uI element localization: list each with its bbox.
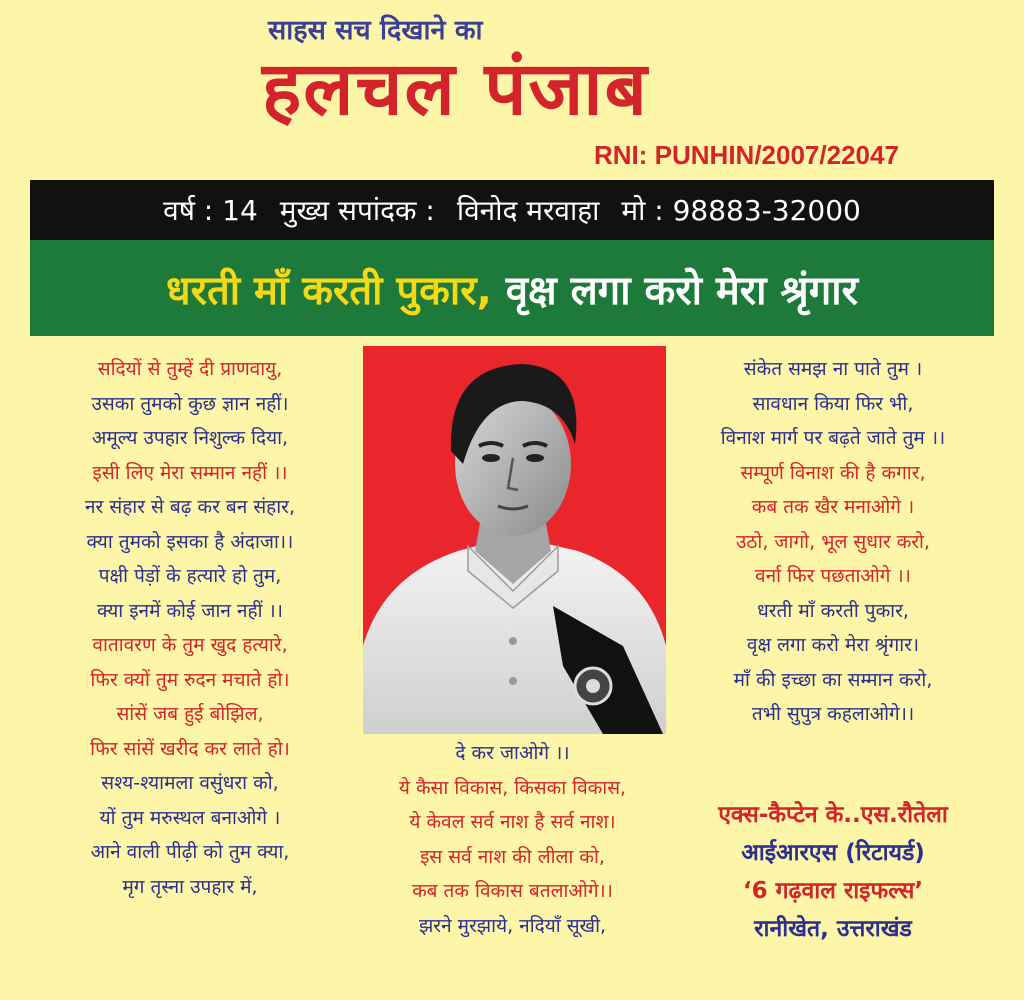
poem-line: दे कर जाओगे ।।: [455, 742, 570, 764]
poem-line: फिर सांसें खरीद कर लाते हो।: [90, 737, 290, 760]
poem-line: ये कैसा विकास, किसका विकास,: [398, 776, 627, 799]
headline-part-1: धरती माँ करती पुकार,: [166, 267, 492, 314]
info-bar: [30, 180, 994, 240]
poem-line: धरती माँ करती पुकार,: [757, 599, 909, 622]
poem-line: सश्य-श्यामला वसुंधरा को,: [101, 772, 279, 794]
headline-banner: [30, 240, 994, 336]
poem-line: तभी सुपुत्र कहलाओगे।।: [751, 703, 915, 725]
headline-part-2: वृक्ष लगा करो मेरा श्रृंगार: [505, 267, 858, 314]
poem-line: उठो, जागो, भूल सुधार करो,: [735, 530, 931, 553]
poem-line: सम्पूर्ण विनाश की है कगार,: [740, 461, 926, 484]
poem-line: क्या इनमें कोई जान नहीं ।।: [97, 599, 283, 622]
poem-line: संकेत समझ ना पाते तुम ।: [743, 358, 923, 380]
poem-line: यों तुम मरुस्थल बनाओगे ।: [99, 806, 281, 829]
poem-line: कब तक विकास बतलाओगे।।: [412, 880, 613, 902]
poem-line: इसी लिए मेरा सम्मान नहीं ।।: [92, 461, 288, 484]
poem-line: वर्ना फिर पछताओगे ।।: [755, 565, 911, 587]
poem-line: झरने मुरझाये, नदियाँ सूखी,: [418, 914, 607, 937]
poem-line: फिर क्यों तुम रुदन मचाते हो।: [90, 668, 290, 691]
poem-line: सांसें जब हुई बोझिल,: [116, 703, 264, 725]
author-rank: आईआरएस (रिटायर्ड): [741, 840, 925, 866]
poem-line: सावधान किया फिर भी,: [752, 392, 914, 415]
portrait-illustration: [363, 346, 666, 734]
poem-line: विनाश मार्ग पर बढ़ते जाते तुम ।।: [720, 427, 946, 449]
phone-number: मो : 98883-32000: [621, 194, 861, 227]
poem-line: सदियों से तुम्हें दी प्राणवायु,: [97, 358, 283, 380]
poem-line: इस सर्व नाश की लीला को,: [420, 845, 605, 868]
editor-label: मुख्य सपांदक :: [279, 194, 435, 227]
poem-line: नर संहार से बढ़ कर बन संहार,: [85, 496, 295, 518]
poem-line: कब तक खैर मनाओगे ।: [751, 496, 915, 518]
masthead-title: हलचल पंजाब: [262, 46, 649, 132]
poem-line: ये केवल सर्व नाश है सर्व नाश।: [409, 811, 616, 833]
author-unit: ‘6 गढ़वाल राइफल्स’: [742, 878, 924, 904]
poem-line: वातावरण के तुम खुद हत्यारे,: [92, 634, 288, 656]
poem-line: क्या तुमको इसका है अंदाजा।।: [86, 530, 294, 553]
poem-column-middle: [350, 736, 675, 943]
author-portrait: [363, 346, 666, 734]
poem-line: वृक्ष लगा करो मेरा श्रृंगार।: [746, 634, 920, 656]
poem-line: पक्षी पेड़ों के हत्यारे हो तुम,: [98, 565, 282, 587]
year-label: वर्ष : 14: [163, 194, 258, 227]
poem-line: अमूल्य उपहार निशुल्क दिया,: [91, 427, 289, 449]
poem-line: उसका तुमको कुछ ज्ञान नहीं।: [91, 392, 289, 415]
poem-column-left: [30, 352, 350, 904]
poem-line: मृग तृस्ना उपहार में,: [122, 875, 258, 898]
poem-column-right: [672, 352, 994, 732]
author-place: रानीखेत, उत्तराखंड: [754, 916, 912, 942]
masthead-tagline: साहस सच दिखाने का: [268, 15, 483, 46]
poem-line: माँ की इच्छा का सम्मान करो,: [733, 668, 933, 691]
editor-name: विनोद मरवाहा: [456, 194, 600, 227]
author-name: एक्स-कैप्टेन के..एस.रौतेला: [718, 802, 948, 828]
rni-number: RNI: PUNHIN/2007/22047: [594, 140, 899, 170]
author-signature: [672, 796, 994, 948]
poem-line: आने वाली पीढ़ी को तुम क्या,: [90, 841, 290, 863]
